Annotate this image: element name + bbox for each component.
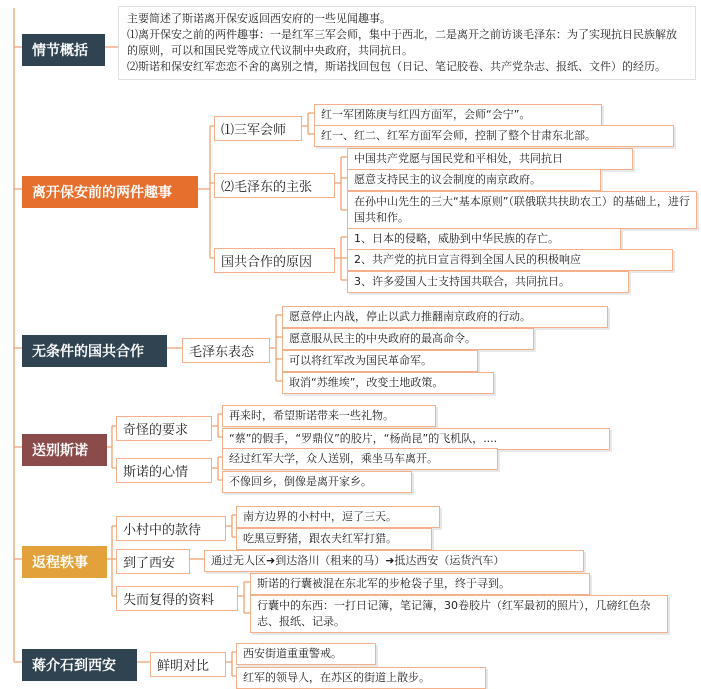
leaf-item: 再来时，希望斯诺带来一些礼物。 xyxy=(222,405,436,427)
sub-node: 失而复得的资料 xyxy=(116,586,238,611)
leaf-item: “蔡”的假手，“罗鼎仪”的胶片，“杨尚昆”的飞机队，.... xyxy=(222,428,610,450)
leaf-item: 吃黑豆野猪，跟农夫红军打猎。 xyxy=(236,528,432,550)
leaf-item: 愿意停止内战，停止以武力推翻南京政府的行动。 xyxy=(282,306,608,328)
sub-node: 鲜明对比 xyxy=(150,652,226,677)
leaf-item: 1、日本的侵略，威胁到中华民族的存亡。 xyxy=(347,228,621,250)
leaf-item: 不像回乡，倒像是离开家乡。 xyxy=(222,471,412,493)
leaf-item: 3、许多爱国人士支持国共联合，共同抗日。 xyxy=(347,271,629,293)
leaf-item: 可以将红军改为国民革命军。 xyxy=(282,350,478,372)
leaf-item: 中国共产党愿与国民党和平相处，共同抗日 xyxy=(347,148,633,170)
intro-line: ⑵斯诺和保安红军恋恋不舍的离别之情，斯诺找回包包（日记、笔记胶卷、共产党杂志、报纸、文件）的经历。 xyxy=(127,60,666,73)
leaf-item: 取消“苏维埃”，改变土地政策。 xyxy=(282,372,494,394)
leaf-item: 红军的领导人，在苏区的街道上散步。 xyxy=(236,667,486,689)
main-node-label: 蒋介石到西安 xyxy=(32,658,116,674)
sub-node: 毛泽东表态 xyxy=(182,338,270,363)
sub-node: 到了西安 xyxy=(116,549,190,574)
main-node-label: 情节概括 xyxy=(32,43,88,59)
main-node-two-events xyxy=(22,176,198,208)
sub-node: ⑴三军会师 xyxy=(214,116,302,141)
leaf-item: 经过红军大学，众人送别，乘坐马车离开。 xyxy=(222,448,498,470)
leaf-item: 在孙中山先生的三大“基本原则”（联俄联共扶助农工）的基础上，进行国共和作。 xyxy=(347,191,697,229)
leaf-item: 行囊中的东西：一打日记簿，笔记簿，30卷胶片（红军最初的照片），几磅红色杂志、报纸、记录。 xyxy=(250,595,668,633)
sub-node: ⑵毛泽东的主张 xyxy=(214,173,335,198)
sub-node: 奇怪的要求 xyxy=(116,416,212,441)
leaf-item: 红一、红二、红军方面军会师，控制了整个甘肃东北部。 xyxy=(314,125,674,147)
leaf-item: 斯诺的行囊被混在东北军的步枪袋子里，终于寻到。 xyxy=(250,573,590,595)
leaf-item: 愿意服从民主的中央政府的最高命令。 xyxy=(282,328,534,350)
intro-summary xyxy=(118,6,696,80)
leaf-item: 红一军团陈庚与红四方面军，会师“会宁”。 xyxy=(314,104,602,126)
intro-line: 主要简述了斯诺离开保安返回西安府的一些见闻趣事。 xyxy=(127,12,391,25)
leaf-item: 愿意支持民主的议会制度的南京政府。 xyxy=(347,169,601,191)
leaf-item: 2、共产党的抗日宣言得到全国人民的积极响应 xyxy=(347,249,673,271)
main-node-plot-summary xyxy=(22,34,105,66)
main-node-label: 无条件的国共合作 xyxy=(32,344,144,360)
leaf-item: 通过无人区➜到达洛川（租来的马）➜抵达西安（运货汽车） xyxy=(204,550,584,572)
main-node-chiang-xian xyxy=(22,649,137,681)
main-node-label: 返程轶事 xyxy=(32,555,88,571)
leaf-item: 南方边界的小村中，逗了三天。 xyxy=(236,506,440,528)
intro-line: ⑴离开保安之前的两件趣事：一是红军三军会师，集中于西北，二是离开之前访谈毛泽东：为了实现抗日民族解放的原则，可以和国民党等成立代议制中央政府，共同抗日。 xyxy=(127,28,677,57)
main-node-farewell xyxy=(22,434,107,466)
leaf-item: 西安街道重重警戒。 xyxy=(236,643,376,665)
sub-node: 小村中的款待 xyxy=(116,516,226,541)
main-node-cooperation xyxy=(22,335,167,367)
sub-node: 斯诺的心情 xyxy=(116,458,212,483)
sub-node: 国共合作的原因 xyxy=(214,248,335,273)
main-node-label: 送别斯诺 xyxy=(32,443,88,459)
main-node-label: 离开保安前的两件趣事 xyxy=(32,185,172,201)
main-node-return-trip xyxy=(22,546,107,578)
